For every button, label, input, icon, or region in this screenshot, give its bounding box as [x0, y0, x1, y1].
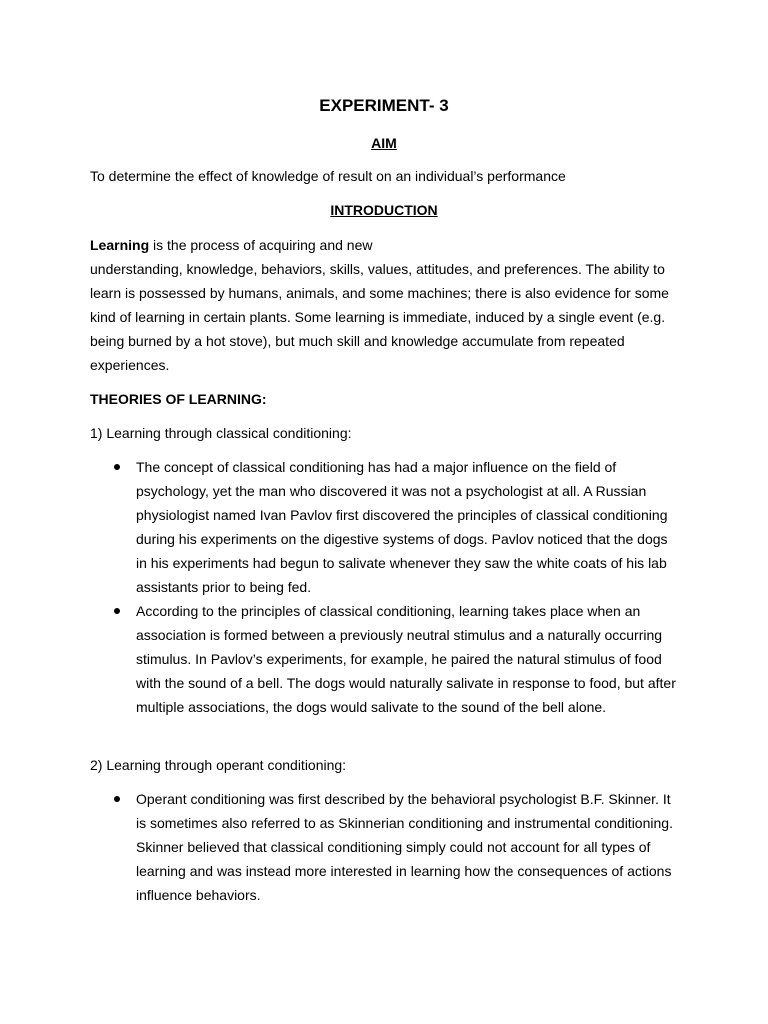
bullet-icon	[114, 608, 120, 614]
bullet-text: The concept of classical conditioning has had a major influence on the field of psychology, yet the man who discovered it was not a psychologist at all. A Russian physiologist named Ivan Pavlov first discovered the principles of classical conditioning during his experiments on the digestive systems of dogs. Pavlov noticed that the dogs in his experiments had begun to salivate whenever they saw the white coats of his lab assistants prior to being fed.	[136, 459, 668, 595]
document-page	[90, 0, 690, 1024]
section1-heading: 1) Learning through classical conditioning:	[90, 425, 352, 441]
introduction-body: understanding, knowledge, behaviors, skills, values, attitudes, and preferences. The ability to learn is possessed by humans, animals, and some machines; there is also evidence for some kind of learning in certain plants. Some learning is immediate, induced by a single event (e.g. being burned by a hot stove), but much skill and knowledge accumulate from repeated experiences.	[90, 261, 669, 373]
list-item	[90, 787, 682, 907]
introduction-paragraph	[90, 233, 682, 377]
section2-bullets	[90, 787, 682, 907]
introduction-first-line	[90, 233, 682, 257]
theories-heading: THEORIES OF LEARNING:	[90, 391, 267, 407]
list-item	[90, 599, 682, 719]
aim-text: To determine the effect of knowledge of result on an individual’s performance	[90, 168, 566, 184]
bullet-icon	[114, 464, 120, 470]
bullet-icon	[114, 796, 120, 802]
introduction-heading: INTRODUCTION	[330, 202, 438, 218]
section2-heading: 2) Learning through operant conditioning:	[90, 757, 347, 773]
learning-term: Learning	[90, 237, 150, 253]
introduction-first-line-rest: is the process of acquiring and new	[149, 237, 373, 253]
bullet-text: According to the principles of classical conditioning, learning takes place when an association is formed between a previously neutral stimulus and a naturally occurring stimulus. In Pavlov’s experiments, for example, he paired the natural stimulus of food with the sound of a bell. The dogs would naturally salivate in response to food, but after multiple associations, the dogs would salivate to the sound of the bell alone.	[136, 603, 676, 715]
section1-bullets	[90, 455, 682, 719]
list-item	[90, 455, 682, 599]
aim-heading: AIM	[371, 135, 397, 151]
bullet-text: Operant conditioning was first described by the behavioral psychologist B.F. Skinner. It is sometimes also referred to as Skinnerian conditioning and instrumental conditioning. Skinner believed that classical conditioning simply could not account for all types of learning and was instead more interested in learning how the consequences of actions influence behaviors.	[136, 791, 673, 903]
document-title: EXPERIMENT- 3	[319, 96, 449, 115]
